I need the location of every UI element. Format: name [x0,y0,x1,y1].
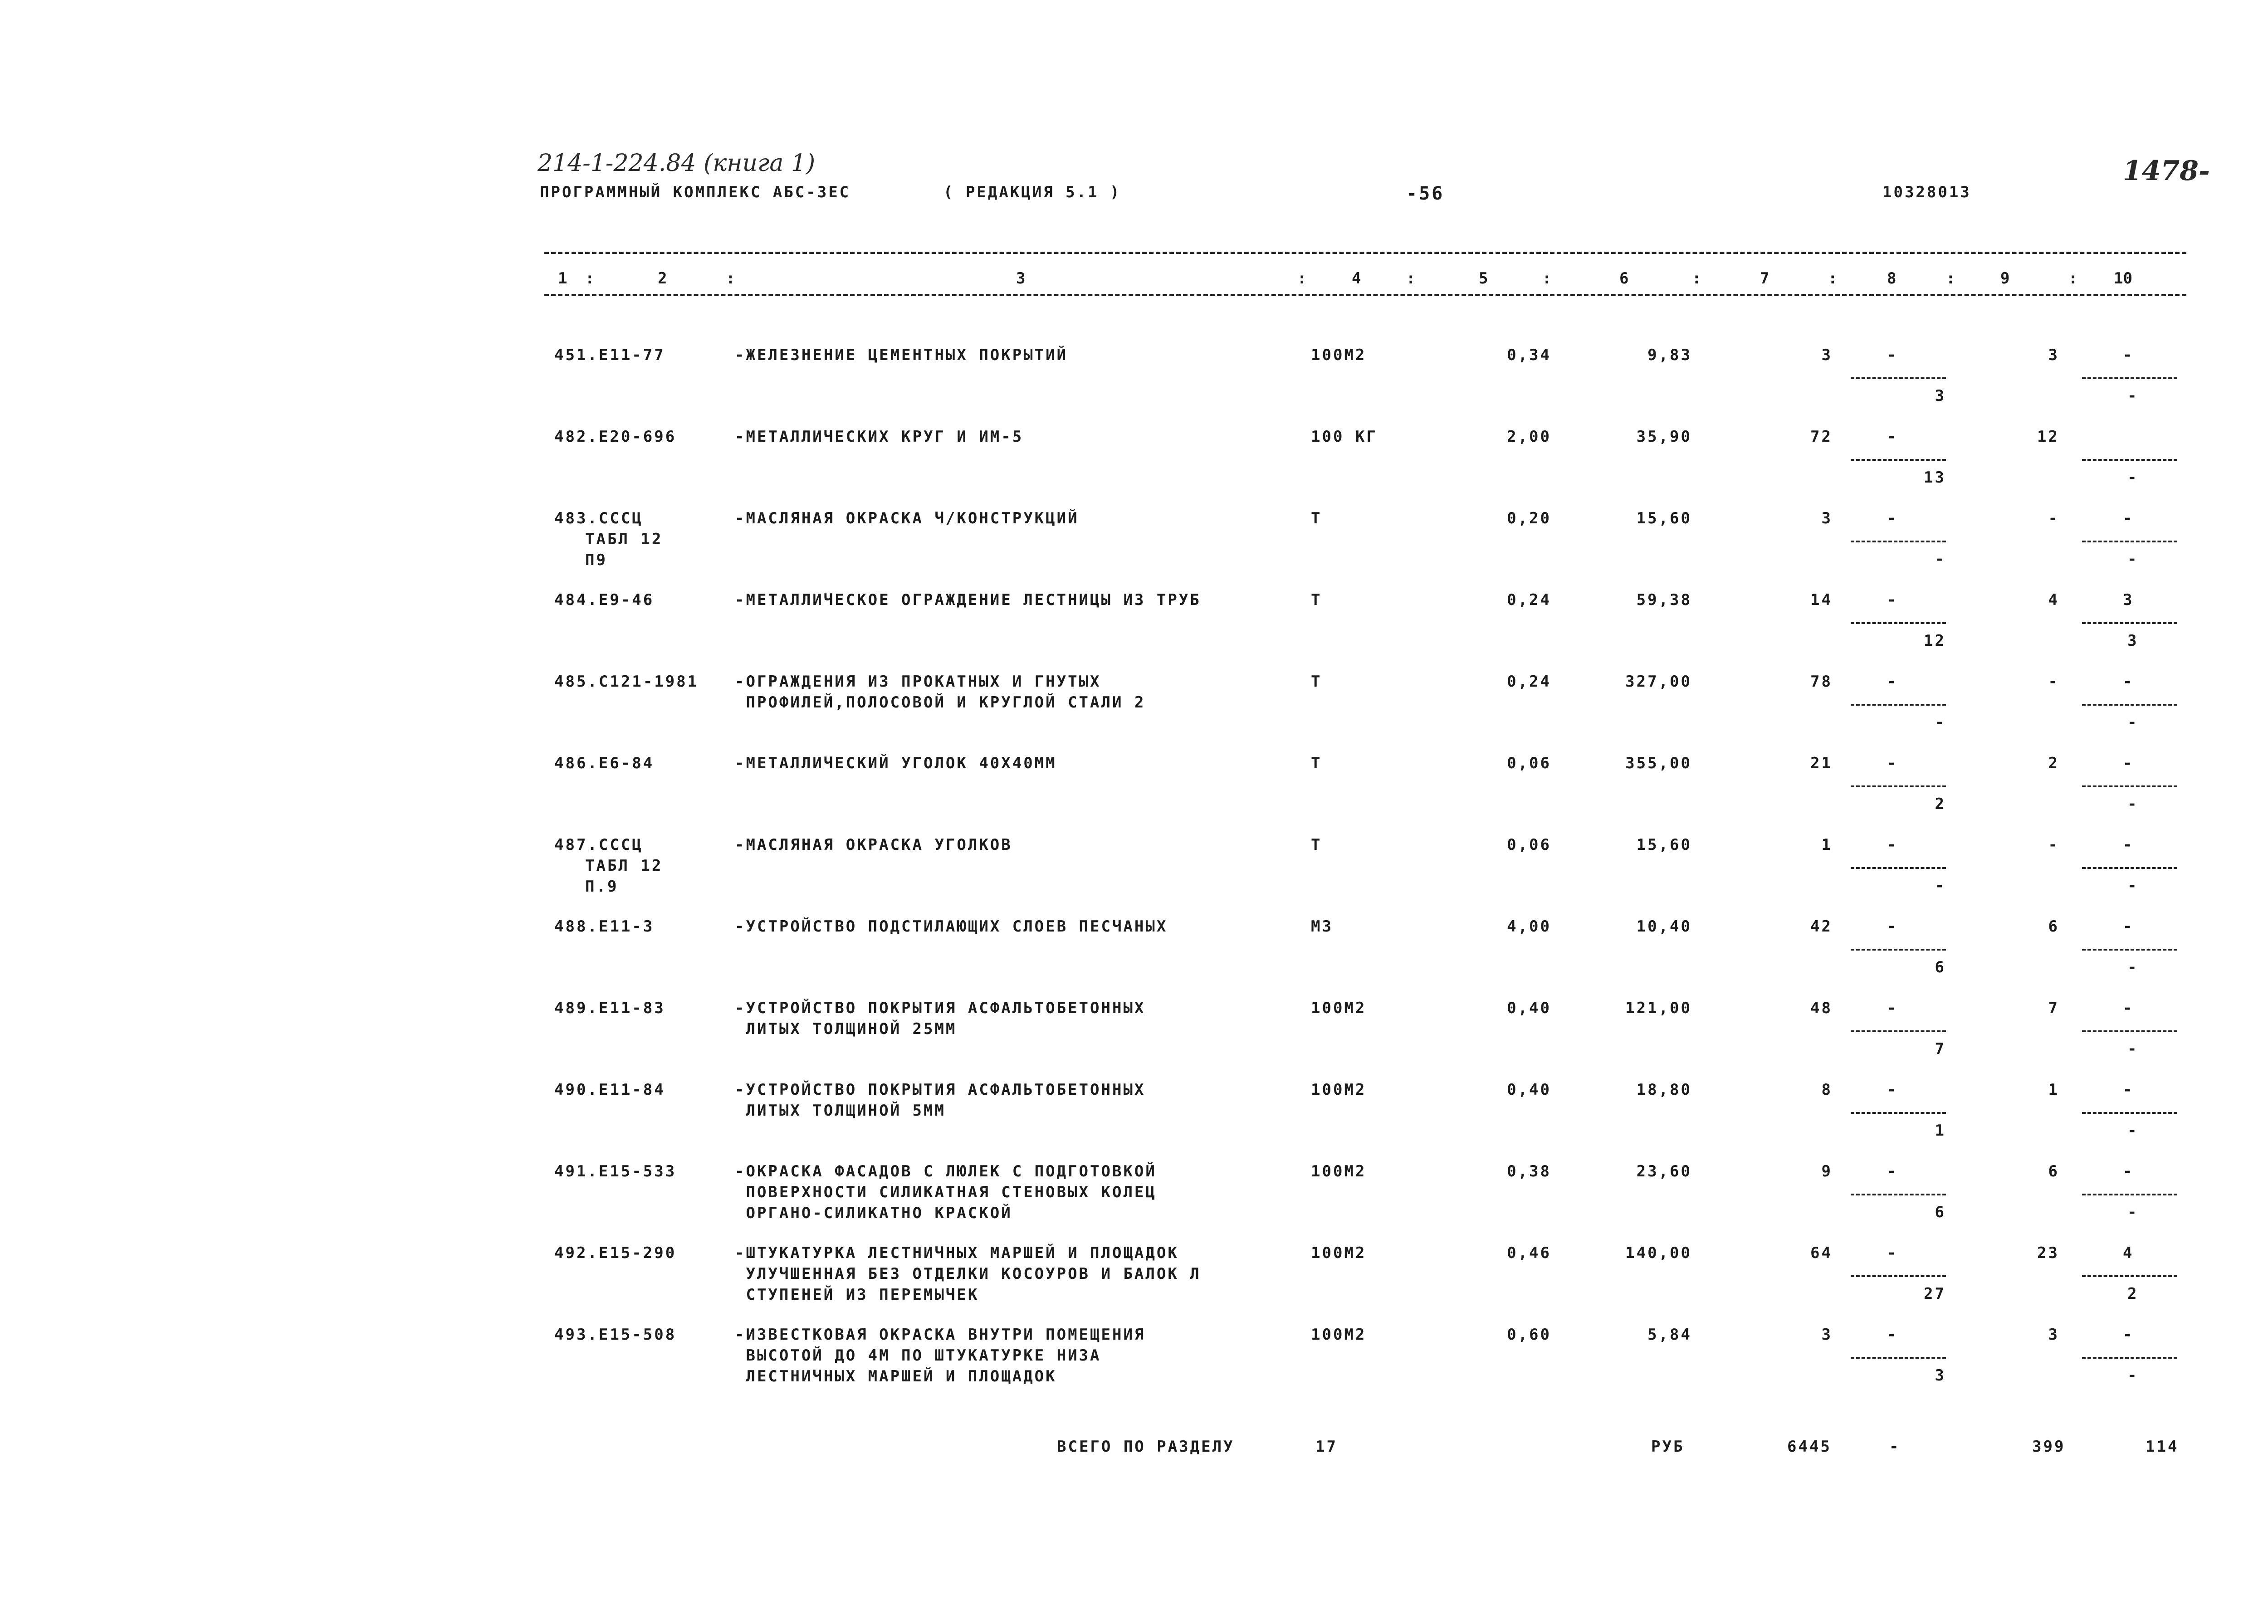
col8-bottom: 6 [1935,1203,1946,1221]
item-description: -МЕТАЛЛИЧЕСКИЙ УГОЛОК 40Х40ММ [735,754,1057,772]
item-description: ВЫСОТОЙ ДО 4М ПО ШТУКАТУРКЕ НИЗА [735,1346,1101,1365]
quantity: 0,24 [1507,591,1551,609]
unit-of-measure: Т [1311,754,1322,772]
unit-of-measure: 100М2 [1311,1162,1367,1180]
col9-value: - [2048,509,2059,527]
item-code: 492.E15-290 [554,1244,677,1262]
col7-value: 64 [1810,1244,1833,1262]
col9-value: 23 [2037,1244,2059,1262]
col10-top: - [2123,509,2134,527]
total-section-number: 17 [1315,1438,1338,1456]
col10-top: - [2123,346,2134,364]
quantity: 0,40 [1507,1081,1551,1099]
unit-price: 5,84 [1647,1326,1692,1344]
unit-price: 35,90 [1636,428,1692,446]
col10-top: - [2123,1081,2134,1099]
col8-top: - [1887,999,1898,1017]
unit-of-measure: 100М2 [1311,999,1367,1017]
item-description: ЛЕСТНИЧНЫХ МАРШЕЙ И ПЛОЩАДОК [735,1367,1057,1385]
col8-fraction-line [1851,459,1946,461]
unit-price: 121,00 [1625,999,1692,1017]
handwritten-reference: 214-1-224.84 (книга 1) [538,150,816,177]
item-description: УЛУЧШЕННАЯ БЕЗ ОТДЕЛКИ КОСОУРОВ И БАЛОК Л [735,1265,1201,1283]
col10-bottom: - [2127,1366,2139,1385]
col10-top: - [2123,917,2134,936]
col8-fraction-line [1851,1194,1946,1195]
col8-bottom: 13 [1924,468,1946,487]
col10-fraction-line [2082,785,2177,787]
unit-of-measure: 100 КГ [1311,428,1378,446]
col-header: 1 [558,269,567,288]
col8-top: - [1887,1244,1898,1262]
document-number: 10328013 [1882,183,1971,201]
col9-value: 3 [2048,346,2059,364]
program-title: ПРОГРАММНЫЙ КОМПЛЕКС АБС-3ЕС [540,183,851,201]
item-description: -УСТРОЙСТВО ПОКРЫТИЯ АСФАЛЬТОБЕТОННЫХ [735,999,1146,1017]
unit-price: 10,40 [1636,917,1692,936]
col-separator: : [2068,269,2078,288]
col7-value: 14 [1810,591,1833,609]
total-currency: РУБ [1651,1438,1685,1456]
col10-fraction-line [2082,1030,2177,1032]
col10-top: - [2123,999,2134,1017]
col10-bottom: - [2127,550,2139,568]
item-code: 482.E20-696 [554,428,677,446]
unit-price: 9,83 [1647,346,1692,364]
col9-value: 2 [2048,754,2059,772]
unit-of-measure: Т [1311,509,1322,527]
col8-top: - [1887,1081,1898,1099]
col-separator: : [726,269,735,288]
page-stamp: 1478- [2123,155,2210,187]
col-separator: : [585,269,595,288]
item-code: 483.СССЦ [554,509,643,527]
col8-bottom: 12 [1924,632,1946,650]
col8-bottom: 6 [1935,958,1946,976]
item-description: -ЖЕЛЕЗНЕНИЕ ЦЕМЕНТНЫХ ПОКРЫТИЙ [735,346,1068,364]
col8-top: - [1887,591,1898,609]
col8-fraction-line [1851,1275,1946,1277]
col7-value: 78 [1810,673,1833,691]
col10-fraction-line [2082,377,2177,379]
unit-of-measure: М3 [1311,917,1333,936]
col9-value: 12 [2037,428,2059,446]
quantity: 0,60 [1507,1326,1551,1344]
unit-price: 59,38 [1636,591,1692,609]
col8-bottom: - [1935,550,1946,568]
item-description: СТУПЕНЕЙ ИЗ ПЕРЕМЫЧЕК [735,1286,979,1304]
total-col9: 399 [2032,1438,2066,1456]
item-code: 484.E9-46 [554,591,655,609]
item-description: -ШТУКАТУРКА ЛЕСТНИЧНЫХ МАРШЕЙ И ПЛОЩАДОК [735,1244,1179,1262]
col9-value: 4 [2048,591,2059,609]
col-separator: : [1692,269,1701,288]
total-col7: 6445 [1787,1438,1832,1456]
unit-of-measure: 100М2 [1311,346,1367,364]
col10-fraction-line [2082,459,2177,461]
col8-fraction-line [1851,1112,1946,1114]
col10-fraction-line [2082,867,2177,869]
col-header: 2 [658,269,667,288]
col10-fraction-line [2082,704,2177,706]
col10-bottom: 2 [2127,1285,2139,1303]
col7-value: 3 [1821,509,1833,527]
col-header: 6 [1619,269,1629,288]
col8-top: - [1887,1326,1898,1344]
col8-fraction-line [1851,541,1946,542]
col-header: 7 [1760,269,1769,288]
total-col10: 114 [2146,1438,2179,1456]
col9-value: 1 [2048,1081,2059,1099]
unit-price: 355,00 [1625,754,1692,772]
col-header: 4 [1352,269,1361,288]
item-code: 485.С121-1981 [554,673,699,691]
unit-of-measure: Т [1311,591,1322,609]
col10-bottom: 3 [2127,632,2139,650]
unit-price: 15,60 [1636,509,1692,527]
unit-of-measure: Т [1311,836,1322,854]
quantity: 0,40 [1507,999,1551,1017]
item-description: -УСТРОЙСТВО ПОДСТИЛАЮЩИХ СЛОЕВ ПЕСЧАНЫХ [735,917,1168,936]
col8-top: - [1887,509,1898,527]
col-header: 10 [2114,269,2132,288]
unit-of-measure: Т [1311,673,1322,691]
col8-fraction-line [1851,785,1946,787]
col8-bottom: 7 [1935,1040,1946,1058]
item-code: 493.E15-508 [554,1326,677,1344]
col-separator: : [1406,269,1416,288]
col7-value: 72 [1810,428,1833,446]
item-description: ПОВЕРХНОСТИ СИЛИКАТНАЯ СТЕНОВЫХ КОЛЕЦ [735,1183,1157,1201]
quantity: 4,00 [1507,917,1551,936]
col8-fraction-line [1851,1357,1946,1359]
quantity: 2,00 [1507,428,1551,446]
col10-top: - [2123,836,2134,854]
col10-bottom: - [2127,713,2139,732]
col9-value: 6 [2048,917,2059,936]
col10-fraction-line [2082,1112,2177,1114]
item-code: 490.E11-84 [554,1081,665,1099]
col8-bottom: - [1935,877,1946,895]
page-number: -56 [1406,183,1445,204]
col10-bottom: - [2127,1040,2139,1058]
unit-of-measure: 100М2 [1311,1081,1367,1099]
quantity: 0,24 [1507,673,1551,691]
item-description: ЛИТЫХ ТОЛЩИНОЙ 5ММ [735,1102,946,1120]
col10-top: - [2123,673,2134,691]
item-description: -МАСЛЯНАЯ ОКРАСКА Ч/КОНСТРУКЦИЙ [735,509,1079,527]
col8-top: - [1887,1162,1898,1180]
edition-label: ( РЕДАКЦИЯ 5.1 ) [943,183,1121,201]
col10-fraction-line [2082,541,2177,542]
col8-fraction-line [1851,704,1946,706]
col7-value: 8 [1821,1081,1833,1099]
item-code: 489.E11-83 [554,999,665,1017]
item-code: 487.СССЦ [554,836,643,854]
col8-bottom: 3 [1935,1366,1946,1385]
col8-bottom: 1 [1935,1122,1946,1140]
col-header: 5 [1479,269,1488,288]
quantity: 0,34 [1507,346,1551,364]
col9-value: 7 [2048,999,2059,1017]
col10-fraction-line [2082,1194,2177,1195]
quantity: 0,06 [1507,836,1551,854]
col9-value: 6 [2048,1162,2059,1180]
unit-of-measure: 100М2 [1311,1244,1367,1262]
item-code: ТАБЛ 12 [585,857,663,875]
col10-top: - [2123,1162,2134,1180]
unit-price: 23,60 [1636,1162,1692,1180]
col10-bottom: - [2127,468,2139,487]
col10-bottom: - [2127,958,2139,976]
item-code: 486.E6-84 [554,754,655,772]
col10-top: - [2123,1326,2134,1344]
col10-bottom: - [2127,1122,2139,1140]
header-bottom-rule [544,294,2186,296]
col10-top: - [2123,754,2134,772]
col8-fraction-line [1851,377,1946,379]
col8-top: - [1887,346,1898,364]
col-separator: : [1542,269,1552,288]
header-top-rule [544,252,2186,254]
item-description: -ИЗВЕСТКОВАЯ ОКРАСКА ВНУТРИ ПОМЕЩЕНИЯ [735,1326,1146,1344]
col8-bottom: 2 [1935,795,1946,813]
col8-top: - [1887,754,1898,772]
quantity: 0,38 [1507,1162,1551,1180]
item-code: П9 [585,551,607,569]
item-code: 491.E15-533 [554,1162,677,1180]
col10-bottom: - [2127,877,2139,895]
col9-value: - [2048,836,2059,854]
item-description: -МАСЛЯНАЯ ОКРАСКА УГОЛКОВ [735,836,1012,854]
total-col8: - [1889,1438,1901,1456]
col-separator: : [1828,269,1838,288]
unit-price: 327,00 [1625,673,1692,691]
col7-value: 9 [1821,1162,1833,1180]
col10-top: 3 [2123,591,2134,609]
item-description: -МЕТАЛЛИЧЕСКИХ КРУГ И ИМ-5 [735,428,1024,446]
item-code: П.9 [585,878,619,896]
col10-fraction-line [2082,949,2177,951]
col8-bottom: - [1935,713,1946,732]
item-description: -ОГРАЖДЕНИЯ ИЗ ПРОКАТНЫХ И ГНУТЫХ [735,673,1101,691]
col10-fraction-line [2082,1357,2177,1359]
col-separator: : [1946,269,1955,288]
col8-bottom: 3 [1935,387,1946,405]
col10-bottom: - [2127,1203,2139,1221]
col8-fraction-line [1851,867,1946,869]
item-description: ПРОФИЛЕЙ,ПОЛОСОВОЙ И КРУГЛОЙ СТАЛИ 2 [735,693,1146,712]
col9-value: 3 [2048,1326,2059,1344]
quantity: 0,06 [1507,754,1551,772]
col8-fraction-line [1851,1030,1946,1032]
col-header: 9 [2000,269,2010,288]
item-code: 488.E11-3 [554,917,655,936]
col-header: 3 [1016,269,1026,288]
col9-value: - [2048,673,2059,691]
item-description: -ОКРАСКА ФАСАДОВ С ЛЮЛЕК С ПОДГОТОВКОЙ [735,1162,1157,1180]
col10-bottom: - [2127,795,2139,813]
quantity: 0,20 [1507,509,1551,527]
col8-top: - [1887,428,1898,446]
col7-value: 1 [1821,836,1833,854]
col7-value: 42 [1810,917,1833,936]
item-description: -МЕТАЛЛИЧЕСКОЕ ОГРАЖДЕНИЕ ЛЕСТНИЦЫ ИЗ ТРУБ [735,591,1201,609]
item-code: ТАБЛ 12 [585,530,663,548]
col10-fraction-line [2082,1275,2177,1277]
unit-price: 18,80 [1636,1081,1692,1099]
col-separator: : [1297,269,1307,288]
unit-price: 140,00 [1625,1244,1692,1262]
col7-value: 3 [1821,1326,1833,1344]
col10-fraction-line [2082,622,2177,624]
item-description: ОРГАНО-СИЛИКАТНО КРАСКОЙ [735,1204,1012,1222]
col8-fraction-line [1851,949,1946,951]
col8-fraction-line [1851,622,1946,624]
col8-top: - [1887,836,1898,854]
col8-top: - [1887,673,1898,691]
col10-top: 4 [2123,1244,2134,1262]
col8-top: - [1887,917,1898,936]
quantity: 0,46 [1507,1244,1551,1262]
unit-of-measure: 100М2 [1311,1326,1367,1344]
item-description: ЛИТЫХ ТОЛЩИНОЙ 25ММ [735,1020,957,1038]
col8-bottom: 27 [1924,1285,1946,1303]
item-description: -УСТРОЙСТВО ПОКРЫТИЯ АСФАЛЬТОБЕТОННЫХ [735,1081,1146,1099]
col10-bottom: - [2127,387,2139,405]
total-label: ВСЕГО ПО РАЗДЕЛУ [1057,1438,1235,1456]
item-code: 451.E11-77 [554,346,665,364]
col7-value: 48 [1810,999,1833,1017]
col7-value: 3 [1821,346,1833,364]
col7-value: 21 [1810,754,1833,772]
col-header: 8 [1887,269,1897,288]
unit-price: 15,60 [1636,836,1692,854]
